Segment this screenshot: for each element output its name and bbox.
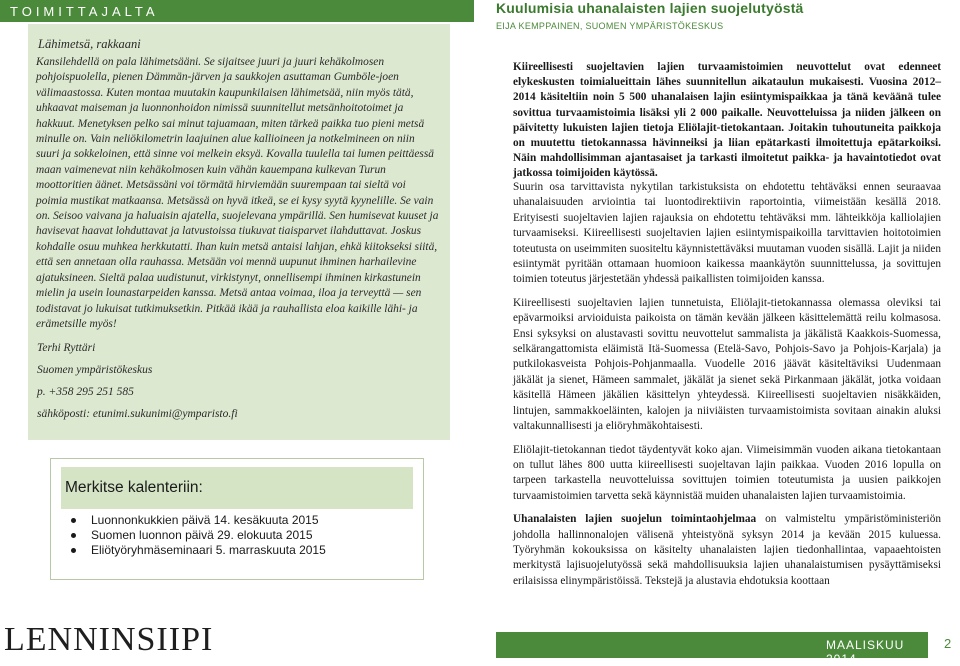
article-paragraph: Suurin osa tarvittavista nykytilan tarkistuksista on ehdotettu tehtäväksi ennen seuraavaa uhanalaisuuden arviointia tai luontodirektiivin raportointia, viimeistään kesällä 2018. Erityisesti suojeltavien lajien rajauksia on ehdotettu tehtäväksi mm. lähteikköja kalliolajien turvaamiseksi. Kiireellisesti suojeltavien lajien esiintymispaikoilla tarvittavien hoitotoimien toteutusta on useimmiten suositeltu käynnistettäväksi muutaman vuoden sisällä. Lajit ja niiden esiintymät pyritään ottamaan huomioon kaikessa maankäytön suunnittelussa, ja sovittujen toimien toteutus järjestetään yhdessä paikallisten toimijoiden kanssa. <box>513 181 941 286</box>
signature-org: Suomen ympäristökeskus <box>37 364 153 376</box>
editorial-paragraph: Kansilehdellä on pala lähimetsääni. Se sijaitsee juuri ja juuri kehäkolmosen pohjoispuolella, pienen Dämmän-järven ja saukkojen asuttaman Gumböle-joen välimaastossa. Kuten montaa muutakin kaupunkilaisen lähimetsää, niin myös tätä, uhkaavat maiseman ja luonnonhoidon nimissä suunnitellut metsänhoitotoimet ja hakkuut. Menetyksen pelko sai minut tajuamaan, miten tärkeä paikka tuo pieni metsä minulle on. Vain neliökilometrin laajuinen alue kallioineen ja notkelmineen on niin suuri ja sokkeloinen, että sinne voi melkein eksyä. Kovalla tuulella tai lumen peittäessä maan vaimenevat niin kehäkolmosen kuin vähän kauempana kulkevan Turun moottoritien äänet. Metsässäni voi törmätä hirviemään suurempaan tai sieltä voi poimia mustikat matkaansa. Metsässä on hyvä itkeä, se ei kysy syytä kyynelille. Se vain on. Seisoo vaivana ja haluaisin ajatella, suojelevana ympärillä. Sen humisevat kuuset ja havisevat haavat lohduttavat ja latvustoissa tiukuvat tiaisparvet ilahduttavat. Joskus kohdalle osuu muhkea herkkutatti. Ihan kuin metsä antaisi lahjan, ehkä kiitokseksi siitä, että sen annetaan olla rauhassa. Metsään voi mennä uupunut ihminen harhailevine ajatuksineen. Sieltä palaa uudistunut, virkistynyt, onnellisempi ihminen kirkastunein mielin ja usein lounastarpeiden kanssa. Metsä antaa voimaa, iloa ja terveyttä — sen todistavat jo lukuisat tutkimuksetkin. Pitkää ikää ja rauhallista eloa kaikille lähi- ja erämetsille myös! <box>36 56 439 330</box>
calendar-item: Eliötyöryhmäseminaari 5. marraskuuta 2015 <box>65 543 326 558</box>
article-title: Kuulumisia uhanalaisten lajien suojelutyöstä <box>496 0 804 16</box>
calendar-title: Merkitse kalenteriin: <box>65 479 203 496</box>
editorial-subtitle: Lähimetsä, rakkaani <box>38 37 141 51</box>
signature-email: sähköposti: etunimi.sukunimi@ymparisto.fi <box>37 408 238 420</box>
article-paragraph: Kiireellisesti suojeltavien lajien tunnetuista, Eliölajit-tietokannassa olemassa oleviksi tai epävarmoiksi arvioiduista paikoista on tämän kevään jälkeen käsittelemättä reilu kolmasosa. Ensi syksyksi on alustavasti sovittu neuvottelut sammalista ja jäkälistä Kaakkois-Suomessa, selkärangattomista eläimistä Itä-Suomessa (Etelä-Savo, Pohjois-Savo ja Pohjois-Karjala) ja putkilokasveista Pohjois-Pohjanmaalla. Vuodelle 2016 jäävät käsiteltäviksi Uudenmaan jäkälät ja sienet, Hämeen sammalet, jäkälät ja sienet sekä Pirkanmaan jäkälät, jotka voidaan käsitellä Hämeen jäkälien käsittelyn yhteydessä. Kiireellisesti suojeltavien nisäkkäiden, lintujen, sammakkoeläinten, kalojen ja niiviäisten turvaamistoimista sovitaan ainakin aluksi valtakunnallisesti ja eliöryhmäkohtaisesti. <box>513 296 941 433</box>
signature-block <box>37 341 437 429</box>
calendar-item: Suomen luonnon päivä 29. elokuuta 2015 <box>65 528 326 543</box>
lenninsiipi-logo <box>4 620 214 662</box>
calendar-list <box>65 513 326 558</box>
calendar-item: Luonnonkukkien päivä 14. kesäkuuta 2015 <box>65 513 326 528</box>
editorial-column <box>0 0 474 666</box>
footer-date: MAALISKUU 2014 <box>826 638 905 666</box>
logo-text: LENNINSIIPI <box>4 621 214 658</box>
article-column <box>496 0 960 666</box>
article-paragraph: Eliölajit-tietokannan tiedot täydentyvät koko ajan. Viimeisimmän vuoden aikana tietokantaan on tullut lähes 800 uutta kiireellisesti suojeltavan lajin paikkaa. Vuoden 2016 lopulla on tarpeen tarkastella neuvotteluissa sovittujen toimien toteutumista ja uusien paikkojen turvaamistoimien tarvetta sekä käynnistää muiden uhanalaisten lajien turvaamistoimia. <box>513 443 941 502</box>
article-body <box>513 180 941 597</box>
signature-phone: p. +358 295 251 585 <box>37 386 134 398</box>
calendar-box <box>50 458 424 580</box>
section-header <box>0 0 474 22</box>
page-number: 2 <box>944 636 952 651</box>
article-intro: Kiireellisesti suojeltavien lajien turvaamistoimien neuvottelut ovat edenneet elykeskusten toimialueittain lähes suunnitellun aikataulun mukaisesti. Vuosina 2012–2014 käsiteltiin noin 5 500 uhanalaisen lajin esiintymispaikkaa ja tänä keväänä tulee sovittua turvaamistoimia lisäksi yli 2 000 paikalle. Neuvotteluissa ja niiden jälkeen on päivitetty lukuisten lajien tietoja Eliölajit-tietokantaan. Joitakin tuhoutuneita paikkoja on muutettu tietokannassa hävinneiksi ja liian epätarkasti ilmoitettuja epätarkoiksi. Näin mahdollisimman ajantasaiset ja tarkasti ilmoitetut paikka- ja havaintotiedot ovat jatkossa toimijoiden käytössä. <box>513 61 941 180</box>
article-author: EIJA KEMPPAINEN, SUOMEN YMPÄRISTÖKESKUS <box>496 21 724 31</box>
signature-name: Terhi Ryttäri <box>37 342 96 354</box>
editorial-text <box>36 55 440 332</box>
footer-band <box>496 632 928 666</box>
article-paragraph-lead: Uhanalaisten lajien suojelun toimintaohjelmaa <box>513 513 757 526</box>
section-header-label: TOIMITTAJALTA <box>10 3 159 19</box>
article-paragraph-last: Uhanalaisten lajien suojelun toimintaohjelmaa on valmisteltu ympäristöministeriön johdolla hallinnonalojen välisenä yhteistyönä syksyn 2014 ja kevään 2015 kuluessa. Työryhmän kokouksissa on käsitelty uhanalaisten lajien tiedonhallintaa, vapaaehtoisten merkitystä lajisuojelutyössä sekä mahdollisuuksia lajien uhanalaistumisen pysäyttämiseksi erilaisissa elinympäristöissä. Tekstejä ja alustavia ehdotuksia koottaan <box>513 513 941 587</box>
